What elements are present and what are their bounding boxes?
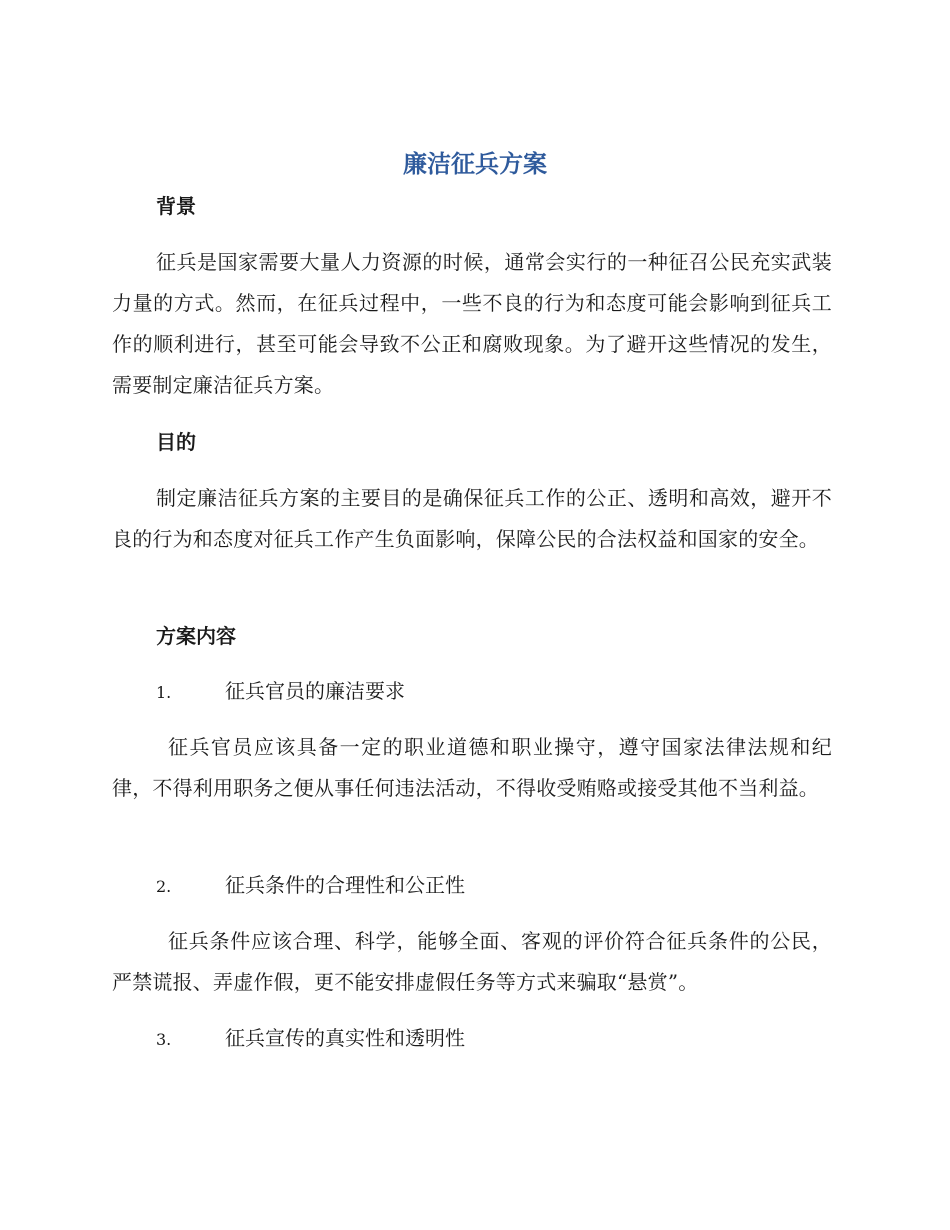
- list-item-paragraph: 征兵条件应该合理、科学，能够全面、客观的评价符合征兵条件的公民，严禁谎报、弄虚作假，更不能安排虚假任务等方式来骗取“悬赏”。: [112, 929, 832, 994]
- purpose-paragraph: 制定廉洁征兵方案的主要目的是确保征兵工作的公正、透明和高效，避开不良的行为和态度对征兵工作产生负面影响，保障公民的合法权益和国家的安全。: [112, 486, 832, 551]
- list-item-title: 征兵宣传的真实性和透明性: [225, 1026, 465, 1050]
- list-item-paragraph: 征兵官员应该具备一定的职业道德和职业操守，遵守国家法律法规和纪律，不得利用职务之便从事任何违法活动，不得收受贿赂或接受其他不当利益。: [112, 735, 832, 800]
- list-item: [156, 676, 405, 708]
- section-heading-background: 背景: [156, 194, 196, 218]
- list-item-title: 征兵官员的廉洁要求: [225, 679, 405, 703]
- list-item-number: 1.: [156, 683, 172, 702]
- list-item-title: 征兵条件的合理性和公正性: [225, 873, 465, 897]
- list-item-number: 3.: [156, 1030, 172, 1049]
- background-paragraph: 征兵是国家需要大量人力资源的时候，通常会实行的一种征召公民充实武装力量的方式。然而，在征兵过程中，一些不良的行为和态度可能会影响到征兵工作的顺利进行，甚至可能会导致不公正和腐败现象。为了避开这些情况的发生，需要制定廉洁征兵方案。: [112, 250, 832, 397]
- section-heading-purpose: 目的: [156, 430, 196, 454]
- list-item: [156, 870, 465, 902]
- list-item: [156, 1023, 465, 1055]
- section-heading-content: 方案内容: [156, 624, 236, 648]
- document-title: 廉洁征兵方案: [403, 150, 547, 178]
- list-item-number: 2.: [156, 877, 172, 896]
